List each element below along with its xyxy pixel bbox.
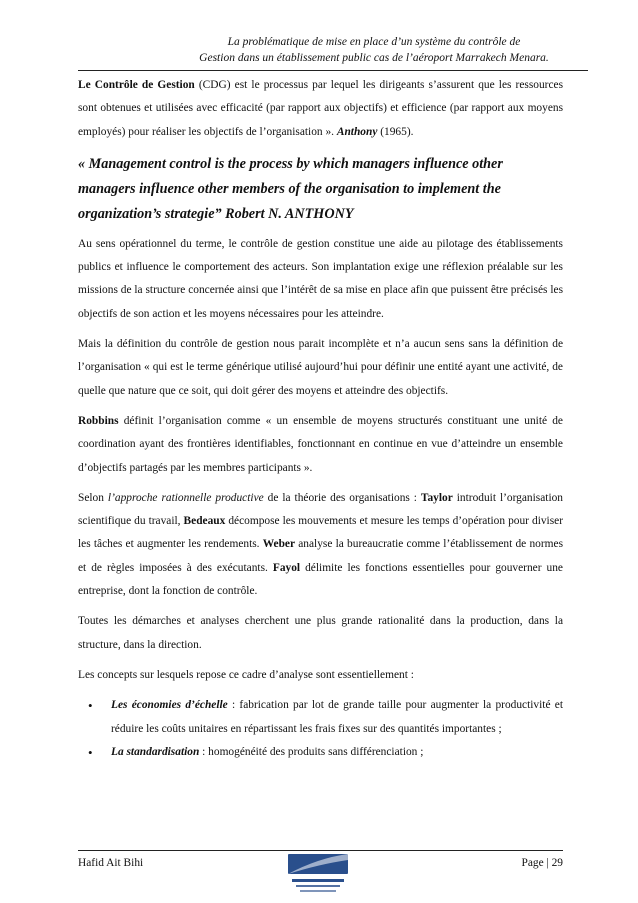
concept-text: : fabrication par lot de grande taille pour augmenter la productivité et réduire les coûts unitaires en répartissant les frais fixes sur des quantités importantes ; — [111, 699, 563, 735]
footer-divider — [78, 850, 563, 851]
header-line-2: Gestion dans un établissement public cas de l’aéroport Marrakech Menara. — [199, 52, 549, 64]
footer-author: Hafid Ait Bihi — [78, 857, 144, 869]
paragraph-rational-approach: Selon l’approche rationnelle productive de la théorie des organisations : Taylor introduit l’organisation scientifique du travail, Bedeaux décompose les mouvements et mesure les temps d’opération pour diviser les tâches et augmenter les rendements. Weber analyse la bureaucratie comme l’établissement de normes et de règles imposées à des exécutants. Fayol délimite les fonctions essentielles pour gouverner une entreprise, dont la fonction de contrôle. — [78, 491, 564, 598]
paragraph-robbins — [78, 410, 563, 480]
author-fayol: Fayol — [272, 561, 301, 574]
bullet-icon: • — [88, 698, 93, 714]
header-line-1: La problématique de mise en place d’un système du contrôle de — [227, 36, 521, 48]
author-weber: Weber — [262, 538, 296, 551]
cdg-definition-text: (CDG) est le processus par lequel les dirigeants s’assurent que les ressources sont obtenues et utilisées avec efficacité (par rapport aux objectifs) et efficience (par rapport aux moyens employés) pour réaliser les objectifs de l’organisation ». — [78, 79, 564, 138]
anthony-quote: « Management control is the process by which managers influence other managers influence other members of the organisation to implement the organization’s strategie” Robert N. ANTHONY — [78, 155, 503, 222]
author-anthony: Anthony — [336, 125, 378, 138]
footer-page-number: Page | 29 — [521, 857, 563, 869]
list-item — [88, 694, 563, 741]
concept-term: Les économies d’échelle — [111, 699, 228, 712]
author-bedeaux: Bedeaux — [183, 515, 226, 528]
header-divider — [78, 70, 588, 71]
list-item — [88, 741, 563, 764]
cdg-year: (1965). — [377, 125, 414, 138]
term-rational-approach: l’approche rationnelle productive — [107, 491, 264, 504]
term-cdg: Le Contrôle de Gestion — [78, 79, 195, 91]
concept-text: : homogénéité des produits sans différenciation ; — [199, 745, 424, 758]
paragraph-cdg-definition — [78, 74, 563, 144]
paragraph-rationality: Toutes les démarches et analyses cherchent une plus grande rationalité dans la production, dans la structure, dans la direction. — [78, 615, 563, 651]
concepts-list — [78, 694, 563, 764]
bullet-icon: • — [88, 744, 93, 760]
author-taylor: Taylor — [420, 491, 453, 504]
page-header — [160, 34, 588, 66]
paragraph-organisation-definition: Mais la définition du contrôle de gestion nous parait incomplète et n’a aucun sens sans la définition de l’organisation « qui est le terme générique utilisé aujourd’hui pour définir une entité ayant une activité, de quelle que nature que ce soit, qui doit gérer des moyens et atteindre des objectifs. — [78, 338, 563, 397]
robbins-text: définit l’organisation comme « un ensemble de moyens structurés constituant une unité de coordination ayant des frontières identifiables, fonctionnant en continue en vue d’atteindre un ensemble d’objectifs partagés par les membres participants ». — [78, 414, 563, 474]
paragraph-operational-sense: Au sens opérationnel du terme, le contrôle de gestion constitue une aide au pilotage des établissements publics et influence le comportement des acteurs. Son implantation exige une réflexion préalable sur les missions de la structure concernée ainsi que l’intérêt de sa mise en place afin que puissent être précisés les objectifs de son action et les moyens nécessaires pour les atteindre. — [78, 237, 563, 320]
airport-authority-logo-icon — [258, 852, 378, 896]
page-body — [78, 74, 563, 764]
author-robbins: Robbins — [78, 414, 119, 427]
paragraph-concepts-intro: Les concepts sur lesquels repose ce cadre d’analyse sont essentiellement : — [78, 668, 414, 681]
concept-term: La standardisation — [111, 745, 200, 758]
